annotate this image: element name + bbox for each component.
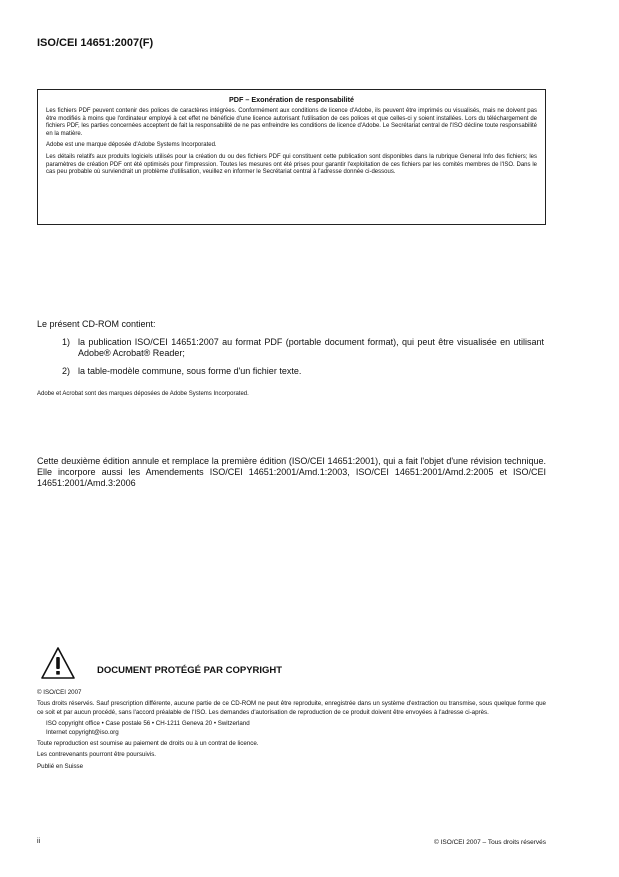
- copyright-year: © ISO/CEI 2007: [37, 689, 82, 696]
- list-item-number: 1): [62, 337, 71, 347]
- iso-address-line: ISO copyright office • Case postale 56 • CH-1211 Geneva 20 • Switzerland: [46, 720, 250, 728]
- reproduction-note: Toute reproduction est soumise au paiement de droits ou à un contrat de licence.: [37, 740, 259, 748]
- disclaimer-paragraph-fonts: Les fichiers PDF peuvent contenir des polices de caractères intégrées. Conformément aux conditions de licence d'Adobe, ils peuvent être imprimés ou visualisés, mais ne doivent pas être modifiés à moins que l'ordinateur employé à cet effet ne bénéficie d'une licence autorisant l'utilisation de ces polices et que celles-ci y soient installées. Lors du téléchargement de fichiers PDF, les parties concernées acceptent de fait la responsabilité de ne pas enfreindre les conditions de licence d'Adobe. Le Secrétariat central de l'ISO décline toute responsabilité en la matière.: [46, 108, 537, 137]
- copyright-rights: Tous droits réservés. Sauf prescription différente, aucune partie de ce CD-ROM ne peut être reproduite, enregistrée dans un système d'extraction ou transmise, sous quelque forme que ce soit et par aucun procédé, sans l'accord préalable de l'ISO. Les demandes d'autorisation de reproduction de ce produit doivent être envoyées à l'adresse ci-après.: [37, 700, 546, 716]
- copyright-title: DOCUMENT PROTÉGÉ PAR COPYRIGHT: [97, 665, 283, 676]
- list-item-text: la publication ISO/CEI 14651:2007 au format PDF (portable document format), qui peut être visualisée en utilisant Adobe® Acrobat® Reader;: [78, 337, 544, 358]
- list-item-number: 2): [62, 366, 71, 376]
- disclaimer-paragraph-details: Les détails relatifs aux produits logiciels utilisés pour la création du ou des fichiers PDF qui constituent cette publication sont disponibles dans la rubrique General Info des fichiers; les paramètres de création PDF ont été optimisés pour l'impression. Toutes les mesures ont été prises pour garantir l'exploitation de ces fichiers par les comités membres de l'ISO. Dans le cas peu probable où surviendrait un problème d'utilisation, veuillez en informer le Secrétariat central à l'adresse donnée ci-dessous.: [46, 153, 537, 176]
- disclaimer-title: PDF – Exonération de responsabilité: [228, 95, 354, 104]
- warning-icon: [40, 646, 76, 680]
- list-item: [62, 366, 546, 377]
- cdrom-intro: Le présent CD-ROM contient:: [37, 319, 156, 329]
- published-note: Publié en Suisse: [37, 762, 84, 770]
- disclaimer-paragraph-trademark: Adobe est une marque déposée d'Adobe Systems Incorporated.: [46, 142, 217, 149]
- edition-note: Cette deuxième édition annule et remplace la première édition (ISO/CEI 14651:2001), qui a fait l'objet d'une révision technique. Elle incorpore aussi les Amendements ISO/CEI 14651:2001/Amd.1:2003, ISO/CEI 14651:2001/Amd.2:2005 et ISO/CEI 14651:2001/Amd.3:2006: [37, 456, 546, 488]
- iso-email-line[interactable]: Internet copyright@iso.org: [46, 728, 119, 736]
- list-item: [62, 337, 546, 359]
- iso-address: [46, 720, 546, 737]
- document-id-header: ISO/CEI 14651:2007(F): [37, 37, 154, 49]
- trademark-note: Adobe et Acrobat sont des marques déposées de Adobe Systems Incorporated.: [37, 391, 249, 397]
- page-number: ii: [37, 838, 41, 845]
- pdf-disclaimer-box: [37, 89, 546, 225]
- footer-rights: © ISO/CEI 2007 – Tous droits réservés: [434, 839, 546, 846]
- copyright-block: [37, 689, 546, 774]
- offenders-note: Les contrevenants pourront être poursuivis.: [37, 751, 157, 759]
- cdrom-contents: [37, 319, 546, 384]
- list-item-text: la table-modèle commune, sous forme d'un fichier texte.: [78, 366, 302, 376]
